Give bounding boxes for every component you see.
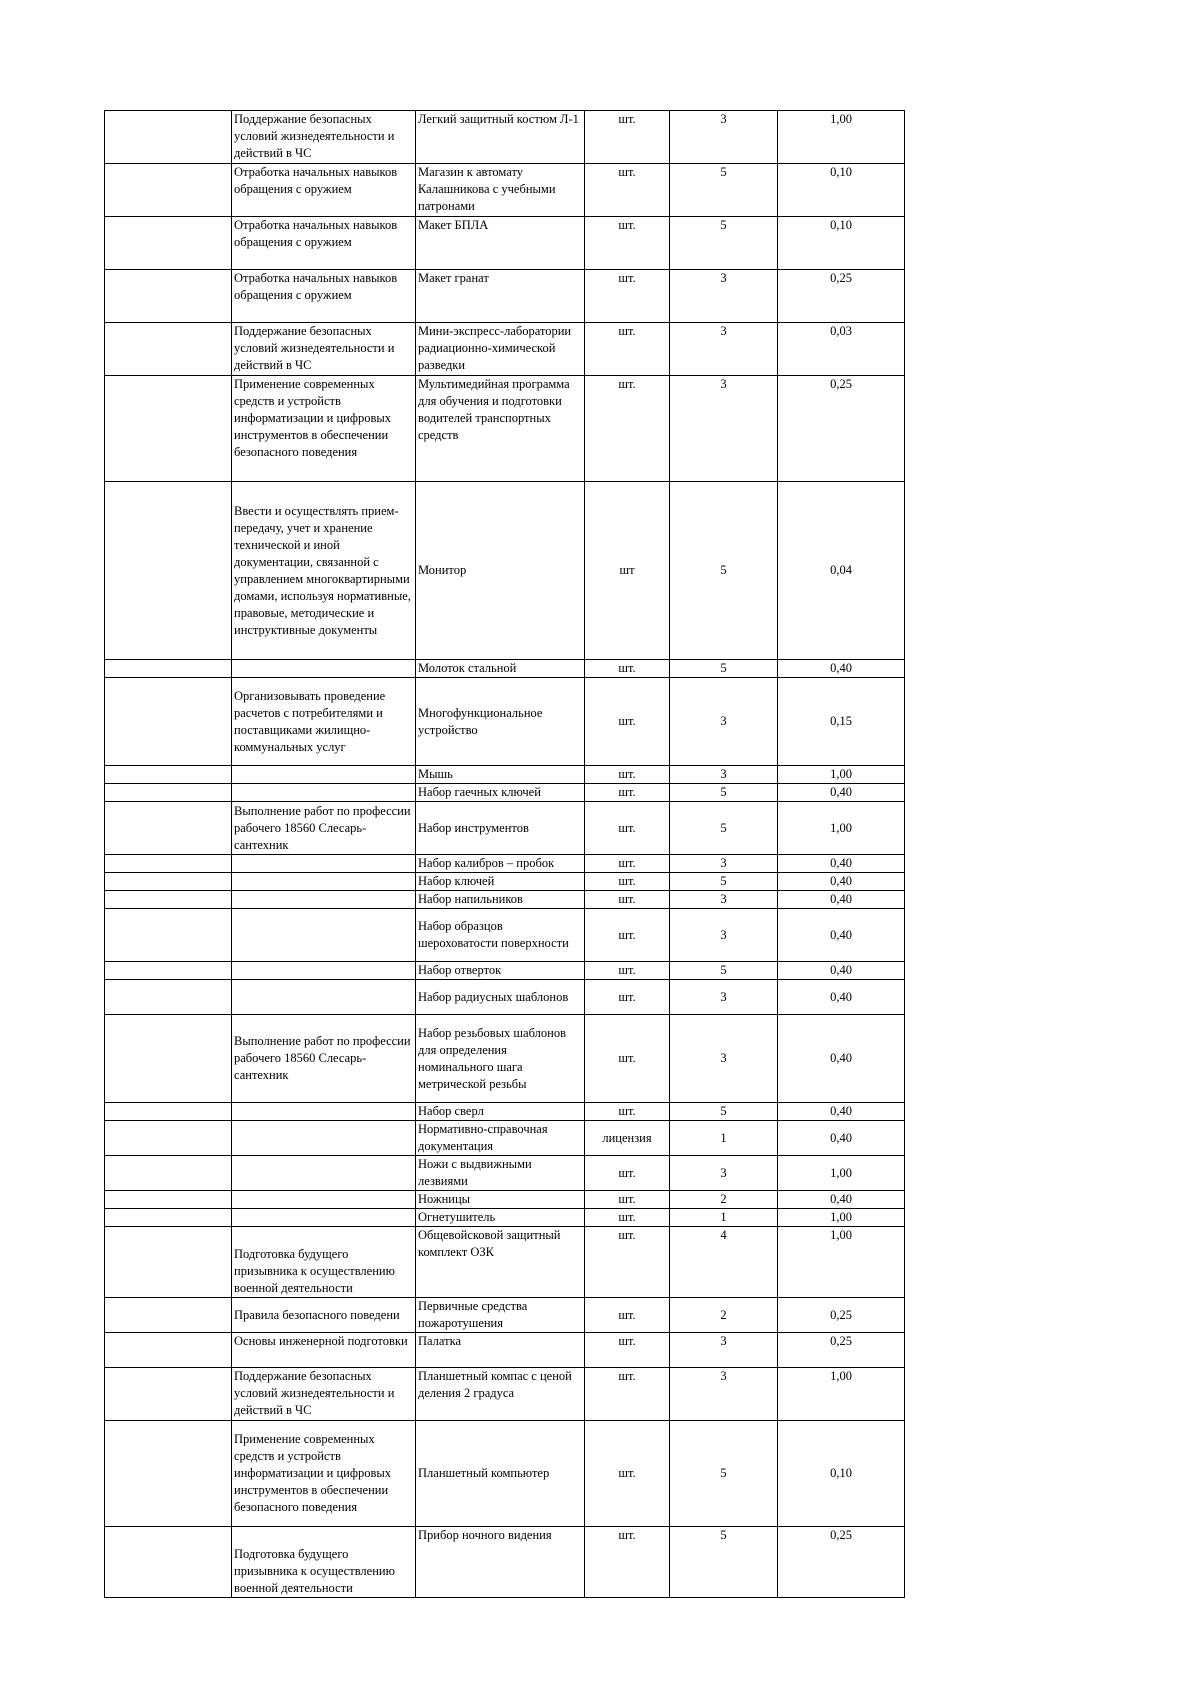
purpose-cell [232, 873, 416, 891]
item-name-cell: Ножницы [416, 1191, 585, 1209]
table-row [105, 1121, 905, 1156]
purpose-cell: Подготовка будущего призывника к осуществлению военной деятельности [232, 1527, 416, 1598]
purpose-cell: Подготовка будущего призывника к осуществлению военной деятельности [232, 1227, 416, 1298]
row-number-cell [105, 111, 232, 164]
row-number-cell [105, 323, 232, 376]
row-number-cell [105, 802, 232, 855]
item-name-cell: Огнетушитель [416, 1209, 585, 1227]
table-row [105, 1191, 905, 1209]
row-number-cell [105, 482, 232, 660]
table-row [105, 873, 905, 891]
quantity-cell: 3 [670, 111, 778, 164]
row-number-cell [105, 376, 232, 482]
purpose-cell: Правила безопасного поведени [232, 1298, 416, 1333]
row-number-cell [105, 1209, 232, 1227]
quantity-cell: 3 [670, 376, 778, 482]
row-number-cell [105, 891, 232, 909]
purpose-cell: Применение современных средств и устройств информатизации и цифровых инструментов в обеспечении безопасного поведения [232, 376, 416, 482]
item-name-cell: Набор гаечных ключей [416, 784, 585, 802]
quantity-cell: 5 [670, 1103, 778, 1121]
coefficient-cell: 0,04 [778, 482, 905, 660]
table-row [105, 376, 905, 482]
quantity-cell: 5 [670, 962, 778, 980]
item-name-cell: Набор радиусных шаблонов [416, 980, 585, 1015]
purpose-cell [232, 855, 416, 873]
unit-cell: шт. [585, 1227, 670, 1298]
coefficient-cell: 0,40 [778, 784, 905, 802]
row-number-cell [105, 164, 232, 217]
quantity-cell: 4 [670, 1227, 778, 1298]
unit-cell: шт. [585, 1191, 670, 1209]
quantity-cell: 3 [670, 1368, 778, 1421]
purpose-cell: Поддержание безопасных условий жизнедеятельности и действий в ЧС [232, 111, 416, 164]
quantity-cell: 5 [670, 482, 778, 660]
quantity-cell: 3 [670, 891, 778, 909]
row-number-cell [105, 1015, 232, 1103]
row-number-cell [105, 873, 232, 891]
table-row [105, 1421, 905, 1527]
table-row [105, 784, 905, 802]
unit-cell: шт. [585, 1298, 670, 1333]
quantity-cell: 3 [670, 766, 778, 784]
item-name-cell: Набор напильников [416, 891, 585, 909]
purpose-cell [232, 980, 416, 1015]
coefficient-cell: 0,10 [778, 164, 905, 217]
table-row [105, 164, 905, 217]
quantity-cell: 5 [670, 784, 778, 802]
quantity-cell: 5 [670, 1421, 778, 1527]
unit-cell: шт. [585, 270, 670, 323]
item-name-cell: Общевойсковой защитный комплект ОЗК [416, 1227, 585, 1298]
quantity-cell: 5 [670, 802, 778, 855]
purpose-cell: Выполнение работ по профессии рабочего 18560 Слесарь-сантехник [232, 802, 416, 855]
quantity-cell: 1 [670, 1121, 778, 1156]
table-row [105, 855, 905, 873]
item-name-cell: Набор образцов шероховатости поверхности [416, 909, 585, 962]
table-row [105, 962, 905, 980]
table-row [105, 891, 905, 909]
quantity-cell: 3 [670, 980, 778, 1015]
item-name-cell: Первичные средства пожаротушения [416, 1298, 585, 1333]
coefficient-cell: 0,25 [778, 376, 905, 482]
table-row [105, 1333, 905, 1368]
purpose-cell: Организовывать проведение расчетов с потребителями и поставщиками жилищно-коммунальных услуг [232, 678, 416, 766]
row-number-cell [105, 270, 232, 323]
quantity-cell: 2 [670, 1191, 778, 1209]
coefficient-cell: 0,40 [778, 962, 905, 980]
unit-cell: шт. [585, 980, 670, 1015]
row-number-cell [105, 784, 232, 802]
purpose-cell: Применение современных средств и устройств информатизации и цифровых инструментов в обеспечении безопасного поведения [232, 1421, 416, 1527]
coefficient-cell: 1,00 [778, 1368, 905, 1421]
item-name-cell: Макет гранат [416, 270, 585, 323]
table-row [105, 1368, 905, 1421]
item-name-cell: Магазин к автомату Калашникова с учебными патронами [416, 164, 585, 217]
coefficient-cell: 0,40 [778, 855, 905, 873]
item-name-cell: Легкий защитный костюм Л-1 [416, 111, 585, 164]
quantity-cell: 3 [670, 1015, 778, 1103]
quantity-cell: 3 [670, 855, 778, 873]
item-name-cell: Многофункциональное устройство [416, 678, 585, 766]
purpose-cell: Ввести и осуществлять прием-передачу, учет и хранение технической и иной документации, связанной с управлением многоквартирными домами, используя нормативные, правовые, методические и инструктивные документы [232, 482, 416, 660]
coefficient-cell: 0,40 [778, 980, 905, 1015]
purpose-cell [232, 1121, 416, 1156]
purpose-cell: Отработка начальных навыков обращения с оружием [232, 164, 416, 217]
item-name-cell: Нормативно-справочная документация [416, 1121, 585, 1156]
quantity-cell: 5 [670, 873, 778, 891]
unit-cell: шт. [585, 855, 670, 873]
row-number-cell [105, 1156, 232, 1191]
quantity-cell: 3 [670, 678, 778, 766]
row-number-cell [105, 1227, 232, 1298]
row-number-cell [105, 1191, 232, 1209]
table-row [105, 482, 905, 660]
unit-cell: шт. [585, 1368, 670, 1421]
purpose-cell [232, 1209, 416, 1227]
quantity-cell: 1 [670, 1209, 778, 1227]
unit-cell: шт. [585, 1333, 670, 1368]
table-row [105, 909, 905, 962]
item-name-cell: Мультимедийная программа для обучения и подготовки водителей транспортных средств [416, 376, 585, 482]
item-name-cell: Молоток стальной [416, 660, 585, 678]
coefficient-cell: 0,25 [778, 270, 905, 323]
coefficient-cell: 0,03 [778, 323, 905, 376]
table-row [105, 1015, 905, 1103]
coefficient-cell: 0,25 [778, 1333, 905, 1368]
table-row [105, 980, 905, 1015]
item-name-cell: Мышь [416, 766, 585, 784]
purpose-cell: Отработка начальных навыков обращения с оружием [232, 217, 416, 270]
coefficient-cell: 0,40 [778, 1103, 905, 1121]
equipment-table [104, 110, 905, 1598]
unit-cell: шт. [585, 678, 670, 766]
purpose-cell [232, 909, 416, 962]
row-number-cell [105, 1368, 232, 1421]
row-number-cell [105, 766, 232, 784]
table-row [105, 1527, 905, 1598]
row-number-cell [105, 217, 232, 270]
coefficient-cell: 1,00 [778, 1209, 905, 1227]
item-name-cell: Прибор ночного видения [416, 1527, 585, 1598]
table-row [105, 802, 905, 855]
item-name-cell: Набор отверток [416, 962, 585, 980]
unit-cell: шт. [585, 802, 670, 855]
row-number-cell [105, 660, 232, 678]
unit-cell: шт. [585, 873, 670, 891]
row-number-cell [105, 1298, 232, 1333]
row-number-cell [105, 909, 232, 962]
coefficient-cell: 1,00 [778, 802, 905, 855]
purpose-cell: Выполнение работ по профессии рабочего 18560 Слесарь-сантехник [232, 1015, 416, 1103]
purpose-cell [232, 891, 416, 909]
coefficient-cell: 0,25 [778, 1527, 905, 1598]
purpose-cell [232, 1103, 416, 1121]
coefficient-cell: 1,00 [778, 1156, 905, 1191]
item-name-cell: Планшетный компьютер [416, 1421, 585, 1527]
quantity-cell: 3 [670, 1156, 778, 1191]
purpose-cell [232, 660, 416, 678]
coefficient-cell: 1,00 [778, 111, 905, 164]
table-row [105, 1156, 905, 1191]
item-name-cell: Планшетный компас с ценой деления 2 градуса [416, 1368, 585, 1421]
quantity-cell: 3 [670, 323, 778, 376]
table-row [105, 270, 905, 323]
purpose-cell: Поддержание безопасных условий жизнедеятельности и действий в ЧС [232, 323, 416, 376]
row-number-cell [105, 1121, 232, 1156]
row-number-cell [105, 980, 232, 1015]
purpose-cell [232, 962, 416, 980]
item-name-cell: Набор резьбовых шаблонов для определения номинального шага метрической резьбы [416, 1015, 585, 1103]
table-row [105, 766, 905, 784]
quantity-cell: 3 [670, 270, 778, 323]
unit-cell: шт. [585, 1527, 670, 1598]
purpose-cell: Основы инженерной подготовки [232, 1333, 416, 1368]
table-row [105, 217, 905, 270]
coefficient-cell: 0,10 [778, 1421, 905, 1527]
unit-cell: лицензия [585, 1121, 670, 1156]
unit-cell: шт. [585, 909, 670, 962]
unit-cell: шт. [585, 962, 670, 980]
coefficient-cell: 0,40 [778, 909, 905, 962]
row-number-cell [105, 855, 232, 873]
table-row [105, 660, 905, 678]
coefficient-cell: 0,40 [778, 660, 905, 678]
item-name-cell: Палатка [416, 1333, 585, 1368]
unit-cell: шт. [585, 891, 670, 909]
unit-cell: шт. [585, 784, 670, 802]
row-number-cell [105, 1103, 232, 1121]
coefficient-cell: 0,40 [778, 891, 905, 909]
item-name-cell: Монитор [416, 482, 585, 660]
unit-cell: шт. [585, 660, 670, 678]
row-number-cell [105, 1527, 232, 1598]
purpose-cell [232, 1156, 416, 1191]
unit-cell: шт. [585, 323, 670, 376]
item-name-cell: Макет БПЛА [416, 217, 585, 270]
table-row [105, 1209, 905, 1227]
purpose-cell [232, 1191, 416, 1209]
coefficient-cell: 0,25 [778, 1298, 905, 1333]
item-name-cell: Набор ключей [416, 873, 585, 891]
unit-cell: шт. [585, 164, 670, 217]
coefficient-cell: 1,00 [778, 766, 905, 784]
unit-cell: шт. [585, 111, 670, 164]
coefficient-cell: 0,10 [778, 217, 905, 270]
quantity-cell: 3 [670, 909, 778, 962]
coefficient-cell: 0,40 [778, 1015, 905, 1103]
unit-cell: шт. [585, 1015, 670, 1103]
unit-cell: шт. [585, 217, 670, 270]
purpose-cell: Отработка начальных навыков обращения с оружием [232, 270, 416, 323]
unit-cell: шт. [585, 1103, 670, 1121]
unit-cell: шт. [585, 376, 670, 482]
item-name-cell: Мини-экспресс-лаборатории радиационно-химической разведки [416, 323, 585, 376]
row-number-cell [105, 1333, 232, 1368]
coefficient-cell: 0,40 [778, 873, 905, 891]
unit-cell: шт. [585, 1421, 670, 1527]
item-name-cell: Набор калибров – пробок [416, 855, 585, 873]
table-row [105, 678, 905, 766]
purpose-cell [232, 766, 416, 784]
quantity-cell: 5 [670, 217, 778, 270]
quantity-cell: 3 [670, 1333, 778, 1368]
purpose-cell [232, 784, 416, 802]
quantity-cell: 5 [670, 660, 778, 678]
unit-cell: шт [585, 482, 670, 660]
item-name-cell: Набор инструментов [416, 802, 585, 855]
unit-cell: шт. [585, 1156, 670, 1191]
coefficient-cell: 1,00 [778, 1227, 905, 1298]
table-row [105, 323, 905, 376]
table-row [105, 1227, 905, 1298]
unit-cell: шт. [585, 766, 670, 784]
unit-cell: шт. [585, 1209, 670, 1227]
item-name-cell: Ножи с выдвижными лезвиями [416, 1156, 585, 1191]
coefficient-cell: 0,40 [778, 1121, 905, 1156]
item-name-cell: Набор сверл [416, 1103, 585, 1121]
quantity-cell: 5 [670, 1527, 778, 1598]
quantity-cell: 2 [670, 1298, 778, 1333]
row-number-cell [105, 962, 232, 980]
purpose-cell: Поддержание безопасных условий жизнедеятельности и действий в ЧС [232, 1368, 416, 1421]
table-row [105, 1298, 905, 1333]
coefficient-cell: 0,15 [778, 678, 905, 766]
quantity-cell: 5 [670, 164, 778, 217]
coefficient-cell: 0,40 [778, 1191, 905, 1209]
table-row [105, 1103, 905, 1121]
row-number-cell [105, 678, 232, 766]
table-row [105, 111, 905, 164]
row-number-cell [105, 1421, 232, 1527]
